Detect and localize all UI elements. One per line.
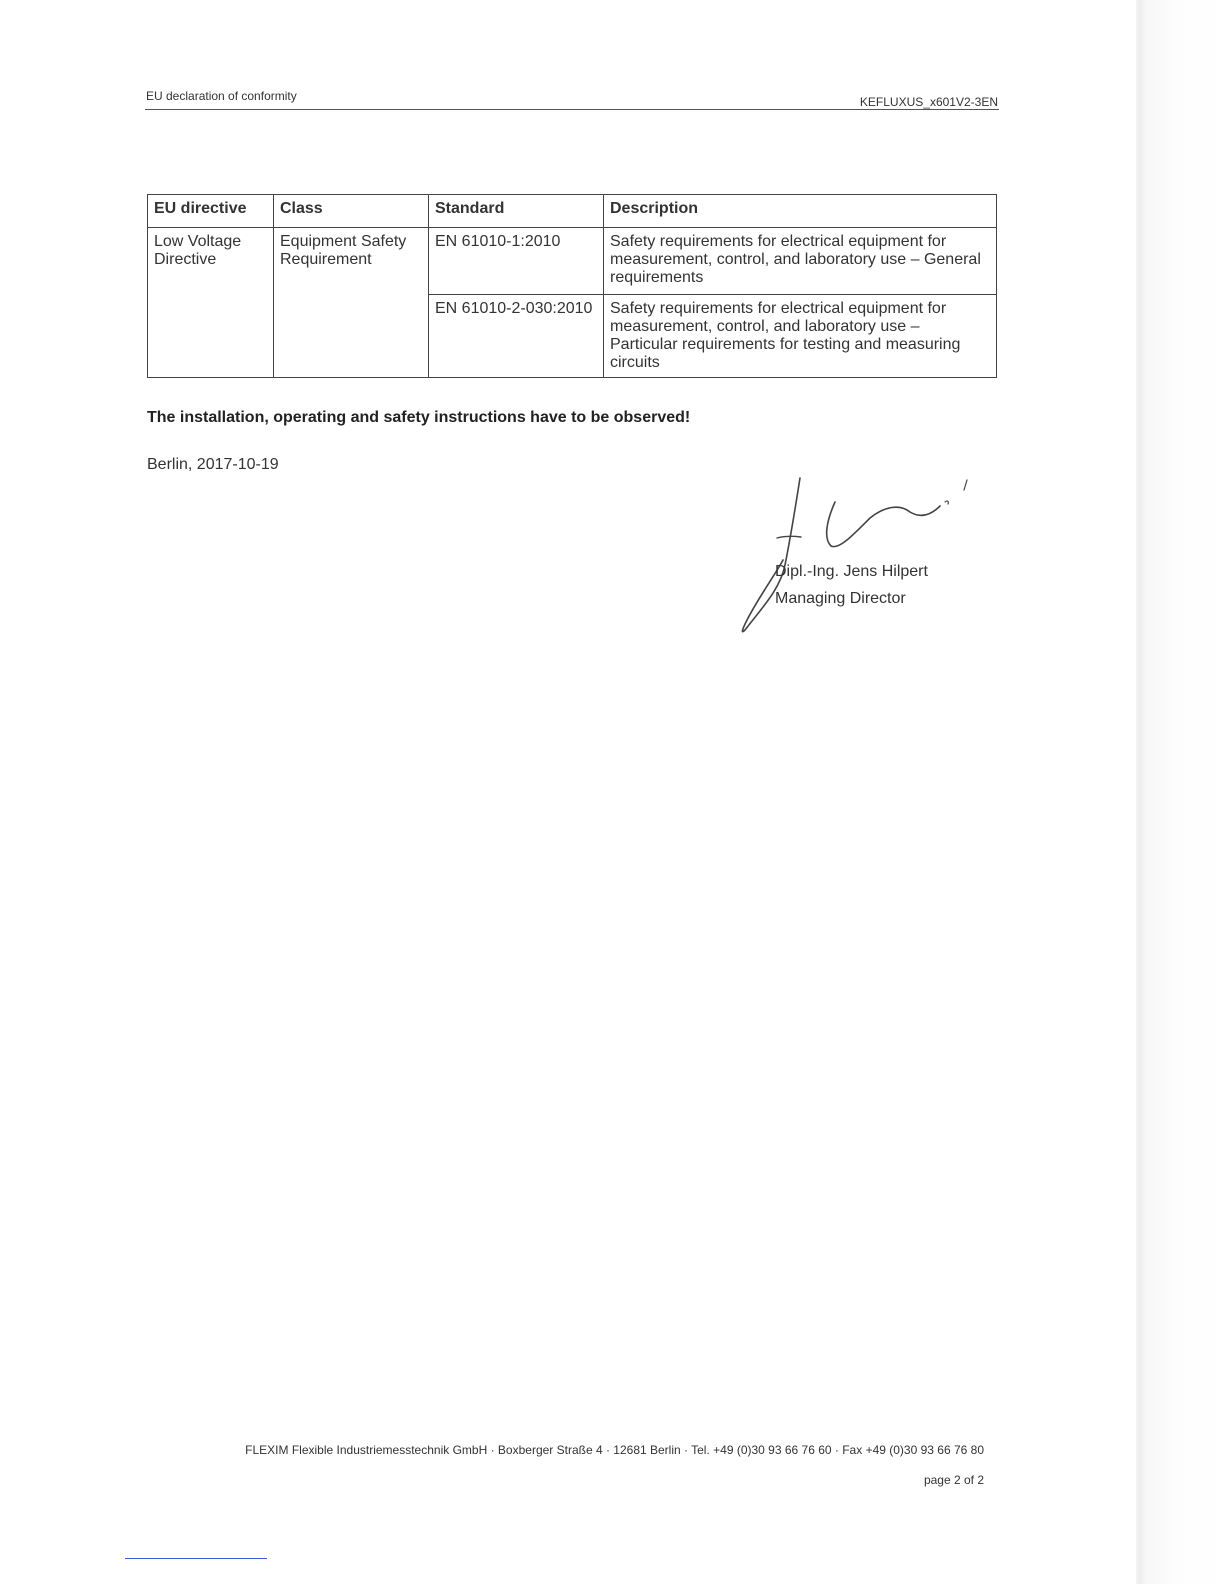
cell-description: Safety requirements for electrical equipment for measurement, control, and laboratory use – General requirements [604, 228, 997, 295]
table-row [148, 228, 997, 295]
cell-class: Equipment Safety Requirement [274, 228, 429, 378]
cell-directive: Low Voltage Directive [148, 228, 274, 378]
header-standard: Standard [429, 195, 604, 228]
header-divider [145, 109, 999, 110]
header-description: Description [604, 195, 997, 228]
header-doc-title: EU declaration of conformity [146, 89, 297, 103]
signer-name: Dipl.-Ing. Jens Hilpert [775, 563, 928, 580]
cell-description: Safety requirements for electrical equipment for measurement, control, and laboratory use – Particular requirements for testing and measuring circuits [604, 295, 997, 378]
table-header-row [148, 195, 997, 228]
safety-notice: The installation, operating and safety instructions have to be observed! [147, 409, 691, 426]
footer-address: FLEXIM Flexible Industriemesstechnik GmbH · Boxberger Straße 4 · 12681 Berlin · Tel. +49 (0)30 93 66 76 60 · Fax +49 (0)30 93 66 76 80 [245, 1443, 984, 1457]
header-class: Class [274, 195, 429, 228]
header-doc-code: KEFLUXUS_x601V2-3EN [859, 95, 998, 109]
signer-title: Managing Director [775, 590, 906, 607]
cell-standard: EN 61010-1:2010 [429, 228, 604, 295]
footnote-separator [125, 1558, 267, 1559]
scan-edge-shadow [1136, 0, 1224, 1584]
header-eu-directive: EU directive [148, 195, 274, 228]
directives-table [147, 194, 997, 378]
footer-page-number: page 2 of 2 [923, 1473, 984, 1487]
cell-standard: EN 61010-2-030:2010 [429, 295, 604, 378]
place-date: Berlin, 2017-10-19 [147, 456, 279, 473]
handwritten-signature [735, 470, 985, 640]
